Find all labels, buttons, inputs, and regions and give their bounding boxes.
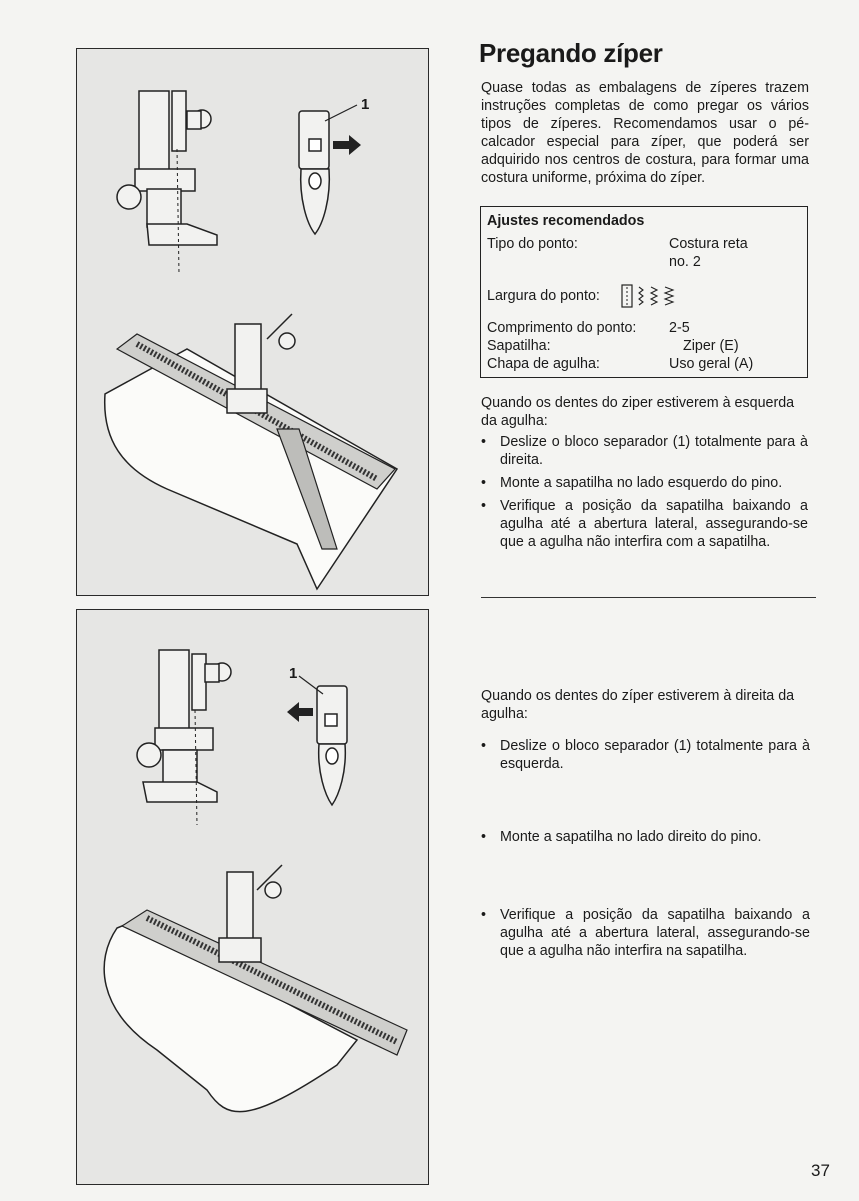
intro-paragraph: Quase todas as embalagens de zíperes trazem instruções completas de como pregar os vários tipos de zíperes. Recomendamos usar o pé-calcador especial para zíper, que poderá ser adquirido nos centros de costura, para formar uma costura uniforme, próxima do zíper.	[481, 80, 809, 186]
left-teeth-steps	[478, 433, 808, 551]
settings-value: Uso geral (A)	[669, 356, 754, 372]
illustration-zipper-left	[76, 48, 429, 596]
settings-label: Tipo do ponto:	[487, 236, 578, 252]
section-divider	[481, 597, 816, 598]
page-title: Pregando zíper	[479, 38, 663, 68]
settings-heading: Ajustes recomendados	[487, 213, 645, 229]
settings-label: Comprimento do ponto:	[487, 320, 637, 336]
settings-label: Largura do ponto:	[487, 288, 600, 304]
callout-1-bottom: 1	[289, 665, 298, 682]
page-number: 37	[811, 1161, 830, 1180]
illustration-zipper-right	[76, 609, 429, 1185]
right-teeth-heading: Quando os dentes do zíper estiverem à direita da agulha:	[481, 688, 795, 722]
list-item: • Deslize o bloco separador (1) totalmente para à esquerda.	[478, 737, 810, 773]
list-item: • Verifique a posição da sapatilha baixando a agulha até a abertura lateral, assegurando-se que a agulha não interfira na sapatilha.	[478, 906, 810, 960]
left-teeth-heading: Quando os dentes do ziper estiverem à esquerda da agulha:	[481, 395, 795, 429]
right-teeth-steps	[478, 737, 810, 960]
list-item: • Monte a sapatilha no lado esquerdo do pino.	[478, 474, 808, 492]
settings-label: Sapatilha:	[487, 338, 551, 354]
stitch-width-icon	[621, 283, 697, 309]
recommended-settings-box	[480, 206, 808, 378]
settings-value: Ziper (E)	[683, 338, 739, 354]
settings-label: Chapa de agulha:	[487, 356, 600, 372]
settings-value: no. 2	[669, 254, 701, 270]
callout-1-top: 1	[361, 96, 370, 113]
settings-value: Costura reta	[669, 236, 748, 252]
settings-value: 2-5	[669, 320, 690, 336]
list-item: • Verifique a posição da sapatilha baixando a agulha até a abertura lateral, assegurando-se que a agulha não interfira com a sapatilha.	[478, 497, 808, 551]
zipper-foot-left-illustration	[77, 49, 428, 595]
list-item: • Deslize o bloco separador (1) totalmente para à direita.	[478, 433, 808, 469]
zipper-foot-right-illustration	[77, 610, 428, 1184]
list-item: • Monte a sapatilha no lado direito do pino.	[478, 828, 810, 846]
